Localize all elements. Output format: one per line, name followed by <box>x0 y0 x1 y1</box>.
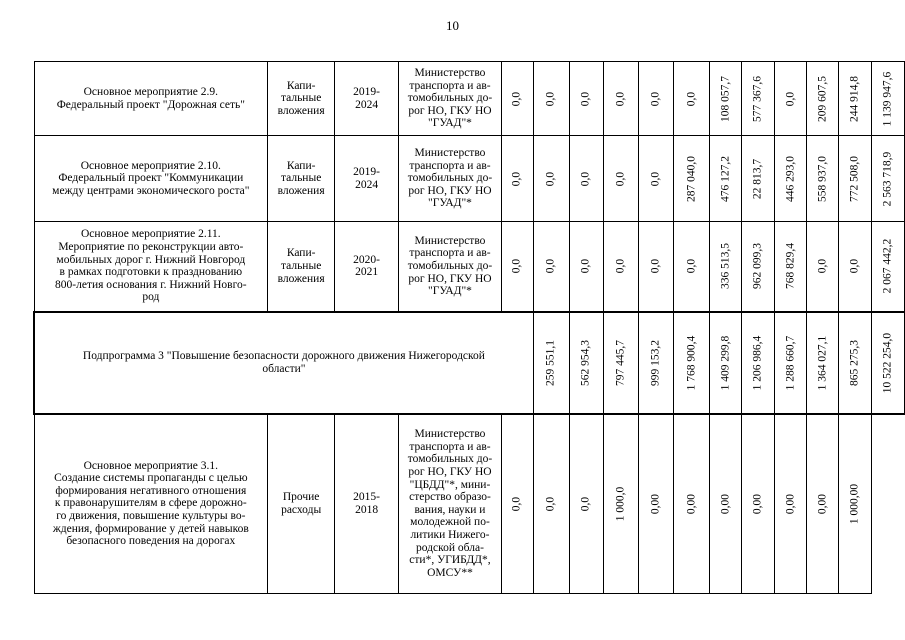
measure-name-line: мобильных дорог г. Нижний Новгород <box>56 253 246 266</box>
executor-line: Министерство <box>414 234 486 247</box>
measure-name-line: Федеральный проект "Коммуникации <box>58 172 244 185</box>
value-text: 0,0 <box>649 171 662 186</box>
value-cell <box>839 414 872 594</box>
value-cell <box>638 136 674 222</box>
value-text: 0,0 <box>579 91 592 106</box>
value-cell <box>569 312 603 414</box>
period-line: 2019- <box>353 85 380 98</box>
value-text: 0,0 <box>545 259 558 274</box>
value-cell <box>533 62 569 136</box>
value-text: 0,0 <box>511 496 524 511</box>
executor-line: томобильных до- <box>407 172 493 185</box>
subprogram-title-line: области" <box>262 362 306 375</box>
value-text: 0,0 <box>545 496 558 511</box>
expense-type-line: вложения <box>277 272 325 285</box>
expense-type-line: Капи- <box>286 247 316 260</box>
value-cell <box>638 222 674 312</box>
measure-name-line: безопасного поведения на дорогах <box>66 535 236 548</box>
value-text: 10 522 254,0 <box>881 332 894 393</box>
value-cell <box>807 222 839 312</box>
subprogram-title-line: Подпрограмма 3 "Повышение безопасности дорожного движения Нижегородской <box>82 349 485 362</box>
value-cell <box>807 62 839 136</box>
value-text: 0,0 <box>511 171 524 186</box>
period-line: 2020- <box>353 253 380 266</box>
value-cell <box>603 62 638 136</box>
period-line: 2015- <box>353 491 380 504</box>
measure-name <box>34 414 268 594</box>
page-number: 10 <box>446 18 459 33</box>
value-cell <box>638 312 674 414</box>
value-cell <box>674 222 710 312</box>
value-cell <box>872 312 905 414</box>
expense-type-line: вложения <box>277 104 325 117</box>
value-cell <box>775 62 807 136</box>
value-text: 0,0 <box>579 496 592 511</box>
expense-type-line: вложения <box>277 184 325 197</box>
period <box>335 414 399 594</box>
value-cell <box>533 222 569 312</box>
value-text: 577 367,6 <box>751 75 764 122</box>
period-line: 2019- <box>353 165 380 178</box>
value-text: 0,0 <box>614 259 627 274</box>
measure-name-line: между центрами экономического роста" <box>52 184 250 197</box>
executor-line: рог НО, ГКУ НО <box>408 272 492 285</box>
value-text: 0,00 <box>784 493 797 514</box>
value-text: 772 508,0 <box>848 155 861 202</box>
value-text: 0,0 <box>685 259 698 274</box>
value-cell <box>775 136 807 222</box>
value-cell <box>674 414 710 594</box>
value-text: 0,00 <box>719 493 732 514</box>
value-text: 0,00 <box>649 493 662 514</box>
value-cell <box>710 62 742 136</box>
table-row <box>34 414 905 594</box>
expense-type-line: тальные <box>280 92 322 105</box>
expense-type-line: Прочие <box>282 491 320 504</box>
executor-line: транспорта и ав- <box>409 79 491 92</box>
value-cell <box>742 136 775 222</box>
value-cell <box>674 136 710 222</box>
measure-name-line: Основное мероприятие 2.10. <box>80 159 221 172</box>
value-text: 797 445,7 <box>614 339 627 386</box>
value-text: 244 914,8 <box>848 75 861 122</box>
executor-line: Министерство <box>414 147 486 160</box>
value-text: 1 000,0 <box>614 486 627 521</box>
executor-line: Министерство <box>414 428 486 441</box>
value-text: 336 513,5 <box>719 243 732 290</box>
value-text: 209 607,5 <box>816 75 829 122</box>
value-cell <box>872 136 905 222</box>
value-cell <box>710 312 742 414</box>
value-cell <box>674 62 710 136</box>
executor-line: транспорта и ав- <box>409 440 491 453</box>
value-cell <box>742 414 775 594</box>
value-cell <box>501 62 533 136</box>
value-cell <box>710 222 742 312</box>
value-text: 962 099,3 <box>751 243 764 290</box>
executor-line: рог НО, ГКУ НО <box>408 184 492 197</box>
value-cell <box>501 222 533 312</box>
value-text: 1 206 986,4 <box>751 335 764 390</box>
expense-type <box>268 136 335 222</box>
value-text: 0,00 <box>751 493 764 514</box>
value-text: 2 067 442,2 <box>881 238 894 294</box>
value-text: 768 829,4 <box>784 243 797 290</box>
budget-table <box>33 61 905 594</box>
value-text: 0,0 <box>649 259 662 274</box>
period-line: 2024 <box>355 178 379 191</box>
executor-line: томобильных до- <box>407 453 493 466</box>
value-text: 476 127,2 <box>719 155 732 202</box>
value-cell <box>569 62 603 136</box>
value-text: 108 057,7 <box>719 75 732 122</box>
value-cell <box>742 62 775 136</box>
value-text: 1 768 900,4 <box>685 335 698 390</box>
value-text: 0,0 <box>614 91 627 106</box>
value-cell <box>839 222 872 312</box>
value-text: 0,0 <box>649 91 662 106</box>
value-cell <box>603 222 638 312</box>
measure-name-line: род <box>142 291 160 304</box>
value-cell <box>775 414 807 594</box>
expense-type <box>268 62 335 136</box>
value-cell <box>638 62 674 136</box>
value-text: 999 153,2 <box>649 339 662 386</box>
value-text: 446 293,0 <box>784 155 797 202</box>
value-cell <box>872 62 905 136</box>
value-cell <box>501 414 533 594</box>
measure-name <box>34 222 268 312</box>
value-text: 1 364 027,1 <box>816 335 829 390</box>
expense-type-line: Капи- <box>286 159 316 172</box>
period-line: 2024 <box>355 98 379 111</box>
expense-type-line: тальные <box>280 172 322 185</box>
table-row <box>34 222 905 312</box>
measure-name <box>34 62 268 136</box>
value-cell <box>742 222 775 312</box>
value-text: 1 139 947,6 <box>881 71 894 126</box>
value-cell <box>839 62 872 136</box>
value-cell <box>839 312 872 414</box>
value-text: 0,0 <box>545 91 558 106</box>
expense-type-line: тальные <box>280 259 322 272</box>
executor <box>399 414 502 594</box>
executor-line: сти*, УГИБДД*, <box>409 554 491 567</box>
value-cell <box>569 136 603 222</box>
subprogram-row <box>34 312 905 414</box>
executor-line: Министерство <box>414 67 486 80</box>
value-cell <box>742 312 775 414</box>
measure-name-line: к правонарушителям в сфере дорожно- <box>54 497 247 510</box>
measure-name-line: го движения, повышение культуры во- <box>56 510 246 523</box>
period-line: 2021 <box>355 266 379 279</box>
value-text: 558 937,0 <box>816 155 829 202</box>
value-cell <box>807 136 839 222</box>
value-cell <box>807 414 839 594</box>
value-cell <box>603 414 638 594</box>
value-text: 0,0 <box>685 91 698 106</box>
executor-line: томобильных до- <box>407 92 493 105</box>
value-cell <box>807 312 839 414</box>
value-text: 0,0 <box>816 259 829 274</box>
measure-name <box>34 136 268 222</box>
measure-name-line: Федеральный проект "Дорожная сеть" <box>56 98 245 111</box>
measure-name-line: ждения, формирование у детей навыков <box>52 522 249 535</box>
table-row <box>34 62 905 136</box>
value-cell <box>533 414 569 594</box>
measure-name-line: 800-летия основания г. Нижний Новго- <box>55 278 247 291</box>
period <box>335 62 399 136</box>
measure-name-line: Создание системы пропаганды с целью <box>54 472 248 485</box>
value-cell <box>710 414 742 594</box>
expense-type <box>268 414 335 594</box>
executor-line: "ЦБДД"*, мини- <box>409 478 491 491</box>
measure-name-line: Основное мероприятие 2.11. <box>80 228 221 241</box>
value-text: 2 563 718,9 <box>881 151 894 206</box>
value-text: 259 551,1 <box>545 339 558 386</box>
executor-line: литики Нижего- <box>410 528 490 541</box>
period <box>335 136 399 222</box>
executor-line: транспорта и ав- <box>409 247 491 260</box>
value-text: 0,0 <box>579 171 592 186</box>
value-cell <box>710 136 742 222</box>
executor-line: молодежной по- <box>410 516 490 529</box>
value-cell <box>839 136 872 222</box>
measure-name-line: в рамках подготовки к празднованию <box>59 266 243 279</box>
value-cell <box>775 222 807 312</box>
executor <box>399 62 502 136</box>
measure-name-line: формирования негативного отношения <box>55 484 247 497</box>
period-line: 2018 <box>355 503 379 516</box>
executor-line: "ГУАД"* <box>428 117 472 130</box>
value-text: 0,0 <box>511 91 524 106</box>
value-cell <box>533 136 569 222</box>
measure-name-line: Основное мероприятие 3.1. <box>83 459 219 472</box>
value-cell <box>569 222 603 312</box>
expense-type <box>268 222 335 312</box>
value-text: 1 409 299,8 <box>719 335 732 390</box>
value-text: 865 275,3 <box>848 339 861 386</box>
value-cell <box>872 222 905 312</box>
value-text: 22 813,7 <box>751 158 764 199</box>
value-cell <box>501 136 533 222</box>
period <box>335 222 399 312</box>
value-text: 0,0 <box>614 171 627 186</box>
executor-line: вания, науки и <box>414 503 486 516</box>
measure-name-line: Основное мероприятие 2.9. <box>83 85 219 98</box>
value-text: 0,0 <box>579 259 592 274</box>
executor-line: ОМСУ** <box>427 566 473 579</box>
value-text: 0,0 <box>848 259 861 274</box>
executor-line: родской обла- <box>416 541 484 554</box>
value-text: 287 040,0 <box>685 155 698 202</box>
value-cell <box>533 312 569 414</box>
executor-line: рог НО, ГКУ НО <box>408 465 492 478</box>
executor-line: "ГУАД"* <box>428 285 472 298</box>
value-text: 0,0 <box>545 171 558 186</box>
value-text: 0,00 <box>816 493 829 514</box>
measure-name-line: Мероприятие по реконструкции авто- <box>58 241 244 254</box>
executor-line: транспорта и ав- <box>409 159 491 172</box>
executor-line: рог НО, ГКУ НО <box>408 104 492 117</box>
value-cell <box>603 312 638 414</box>
value-cell <box>775 312 807 414</box>
value-text: 1 000,00 <box>848 483 861 524</box>
value-text: 0,00 <box>685 493 698 514</box>
table-row <box>34 136 905 222</box>
expense-type-line: Капи- <box>286 79 316 92</box>
executor-line: "ГУАД"* <box>428 197 472 210</box>
subprogram-title <box>34 312 533 414</box>
executor-line: стерство образо- <box>409 491 491 504</box>
value-cell <box>638 414 674 594</box>
value-cell <box>603 136 638 222</box>
value-text: 1 288 660,7 <box>784 335 797 390</box>
value-cell <box>674 312 710 414</box>
value-text: 0,0 <box>784 91 797 106</box>
value-cell <box>569 414 603 594</box>
executor <box>399 136 502 222</box>
value-text: 0,0 <box>511 259 524 274</box>
budget-table-body <box>34 62 905 594</box>
executor <box>399 222 502 312</box>
executor-line: томобильных до- <box>407 259 493 272</box>
expense-type-line: расходы <box>281 503 322 516</box>
value-text: 562 954,3 <box>579 339 592 386</box>
